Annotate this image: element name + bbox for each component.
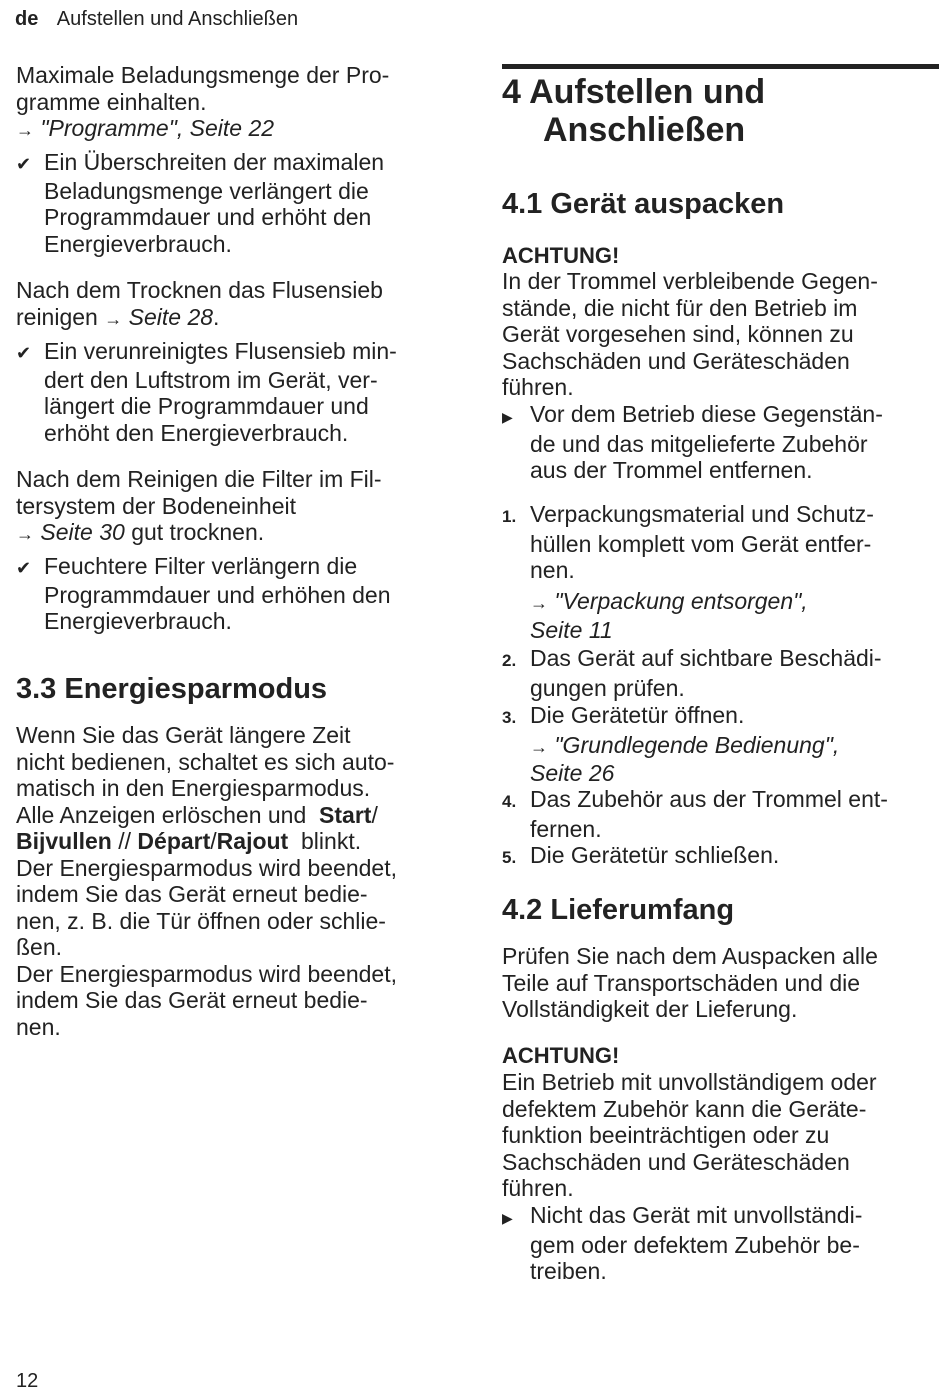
numbered-step-1: 1. Verpackungsmaterial und Schutz- hüllen komplett vom Gerät entfer- nen. <box>502 501 874 583</box>
button-label-rajout: Rajout <box>216 828 289 854</box>
button-label-bijvullen: Bijvullen <box>16 828 112 854</box>
warning-label: ACHTUNG! <box>502 243 620 268</box>
warning-text: In der Trommel verbleibende Gegen- stände, die nicht für den Betrieb im Gerät vorgesehen sind, können zu Sachschäden und Geräteschäden führen. <box>502 268 878 400</box>
header-title: Aufstellen und Anschließen <box>56 8 299 30</box>
warning-text: Ein Betrieb mit unvollständigem oder defektem Zubehör kann die Geräte- funktion beeinträchtigen oder zu Sachschäden und Geräteschäden führen. <box>502 1069 877 1201</box>
button-label-depart: Départ <box>137 828 211 854</box>
cross-reference: Seite 30 <box>40 519 125 545</box>
chapter-rule <box>502 64 939 69</box>
arrow-right-icon: → <box>530 593 548 613</box>
cross-reference: Seite 28 <box>128 303 214 330</box>
arrow-right-icon: → <box>530 736 548 757</box>
section-heading-scope: 4.2 Lieferumfang <box>502 894 735 926</box>
result-note: ✔ Ein Überschreiten der maximalen Beladungsmenge verlängert die Programmdauer und erhöht den Energieverbrauch. <box>16 149 385 257</box>
result-note: ✔ Ein verunreinigtes Flusensieb min- dert den Luftstrom im Gerät, ver- längert die Programmdauer und erhöht den Energieverbrauch. <box>16 338 397 446</box>
section-heading-unpack: 4.1 Gerät auspacken <box>502 188 785 220</box>
paragraph-load: Maximale Beladungsmenge der Pro- gramme einhalten. → "Programme", Seite 22 <box>16 62 390 141</box>
arrow-right-icon: → <box>16 524 34 544</box>
action-step: ▶ Nicht das Gerät mit unvollständi- gem oder defektem Zubehör be- treiben. <box>502 1202 863 1284</box>
button-label-start: Start <box>319 801 372 828</box>
checkmark-icon: ✔ <box>16 343 32 363</box>
numbered-step-4: 4. Das Zubehör aus der Trommel ent- fernen. <box>502 786 888 842</box>
chapter-heading: 4 Aufstellen und Anschließen <box>502 73 766 149</box>
arrow-right-icon: → <box>16 120 34 140</box>
checkmark-icon: ✔ <box>16 154 32 174</box>
language-code: de <box>15 8 39 30</box>
cross-reference: "Programme", Seite 22 <box>40 115 275 141</box>
action-step: ▶ Vor dem Betrieb diese Gegenstän- de und das mitgelieferte Zubehör aus der Trommel entfernen. <box>502 401 883 483</box>
numbered-step-3: 3. Die Gerätetür öffnen. → "Grundlegende Bedienung", Seite 26 <box>502 702 840 786</box>
page-number: 12 <box>16 1370 39 1392</box>
triangle-bullet-icon: ▶ <box>502 409 513 425</box>
paragraph-energy-mode: Wenn Sie das Gerät längere Zeit nicht bedienen, schaltet es sich auto- matisch in den Energiesparmodus. Alle Anzeigen erlöschen und Start/ Bijvullen // Départ/Rajout blinkt. Der Energiesparmodus wird beendet, indem Sie das Gerät erneut bedie- nen, z. B. die Tür öffnen oder schlie- ßen. Der Energiesparmodus wird beendet, indem Sie das Gerät erneut bedie- nen. <box>16 722 397 1040</box>
numbered-step-5: 5. Die Gerätetür schließen. <box>502 842 780 868</box>
numbered-step-2: 2. Das Gerät auf sichtbare Beschädi- gungen prüfen. <box>502 645 882 701</box>
arrow-right-icon: → <box>104 308 123 329</box>
paragraph-scope: Prüfen Sie nach dem Auspacken alle Teile auf Transportschäden und die Vollständigkeit der Lieferung. <box>502 943 878 1022</box>
paragraph-lint: Nach dem Trocknen das Flusensieb reinigen → Seite 28. <box>16 277 383 330</box>
cross-reference: → "Verpackung entsorgen", Seite 11 <box>530 588 808 643</box>
warning-label: ACHTUNG! <box>502 1043 620 1068</box>
section-heading-energy: 3.3 Energiesparmodus <box>16 673 328 705</box>
cross-reference: "Grundlegende Bedienung", <box>554 731 840 758</box>
triangle-bullet-icon: ▶ <box>502 1210 513 1226</box>
checkmark-icon: ✔ <box>16 558 32 578</box>
paragraph-filter: Nach dem Reinigen die Filter im Fil- tersystem der Bodeneinheit → Seite 30 gut trocknen. <box>16 466 382 545</box>
page-header <box>15 8 298 31</box>
result-note: ✔ Feuchtere Filter verlängern die Programmdauer und erhöhen den Energieverbrauch. <box>16 553 391 634</box>
